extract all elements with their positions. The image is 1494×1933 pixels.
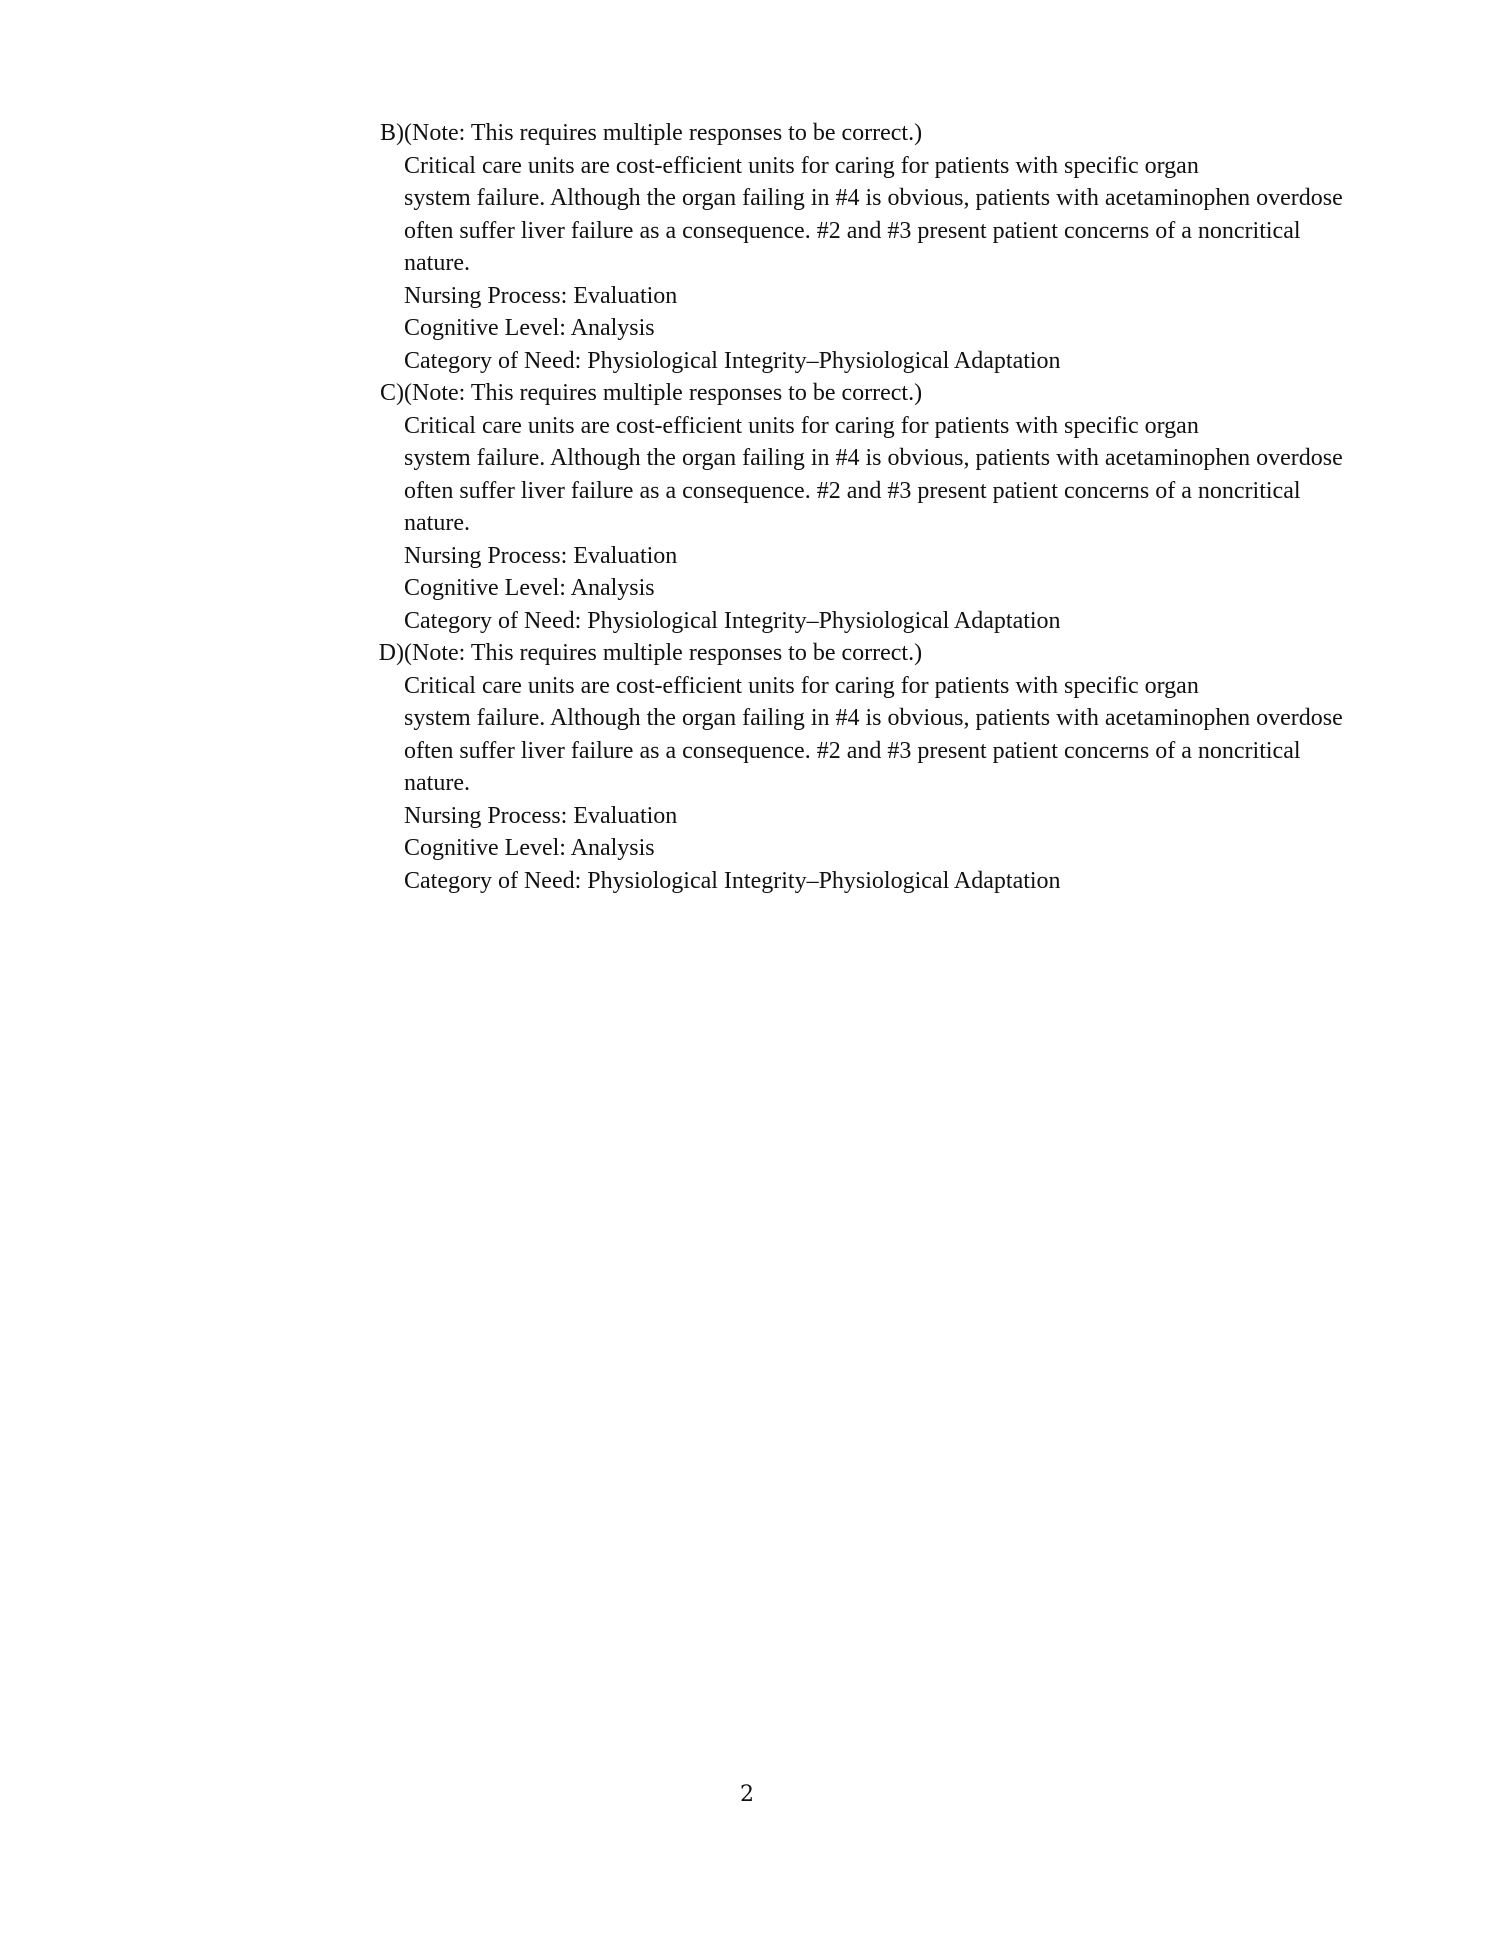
rationale-line: often suffer liver failure as a consequence. #2 and #3 present patient concerns of a noncritical: [404, 477, 1301, 504]
answer-body: [404, 117, 1494, 377]
answer-note: (Note: This requires multiple responses to be correct.): [404, 380, 923, 406]
category-of-need: Category of Need: Physiological Integrity–Physiological Adaptation: [404, 607, 1061, 634]
answer-note: (Note: This requires multiple responses to be correct.): [404, 640, 923, 666]
rationale-line: system failure. Although the organ failing in #4 is obvious, patients with acetaminophen overdose: [404, 445, 1343, 471]
rationale-line: nature.: [404, 250, 470, 276]
page-number: 2: [740, 1782, 754, 1807]
rationale-line: Critical care units are cost-efficient units for caring for patients with specific organ: [404, 412, 1199, 439]
rationale-line: Critical care units are cost-efficient units for caring for patients with specific organ: [404, 672, 1199, 699]
rationale-line: nature.: [404, 770, 470, 796]
answer-body: [404, 377, 1494, 637]
rationale-line: system failure. Although the organ failing in #4 is obvious, patients with acetaminophen overdose: [404, 185, 1343, 211]
rationale-line: often suffer liver failure as a consequence. #2 and #3 present patient concerns of a noncritical: [404, 737, 1301, 764]
category-of-need: Category of Need: Physiological Integrity–Physiological Adaptation: [404, 347, 1061, 374]
rationale-line: Critical care units are cost-efficient units for caring for patients with specific organ: [404, 152, 1199, 179]
cognitive-level: Cognitive Level: Analysis: [404, 315, 655, 341]
rationale-line: often suffer liver failure as a consequence. #2 and #3 present patient concerns of a noncritical: [404, 217, 1301, 244]
cognitive-level: Cognitive Level: Analysis: [404, 835, 655, 861]
nursing-process: Nursing Process: Evaluation: [404, 542, 678, 569]
rationale-line: system failure. Although the organ failing in #4 is obvious, patients with acetaminophen overdose: [404, 705, 1343, 731]
answer-letter: D): [378, 640, 404, 666]
answer-letter: C): [380, 380, 404, 406]
nursing-process: Nursing Process: Evaluation: [404, 282, 678, 309]
answer-note: (Note: This requires multiple responses to be correct.): [404, 120, 923, 146]
answer-body: [404, 637, 1494, 897]
rationale-line: nature.: [404, 510, 470, 536]
category-of-need: Category of Need: Physiological Integrity–Physiological Adaptation: [404, 867, 1061, 894]
nursing-process: Nursing Process: Evaluation: [404, 802, 678, 829]
answer-letter: B): [380, 120, 404, 146]
cognitive-level: Cognitive Level: Analysis: [404, 575, 655, 601]
